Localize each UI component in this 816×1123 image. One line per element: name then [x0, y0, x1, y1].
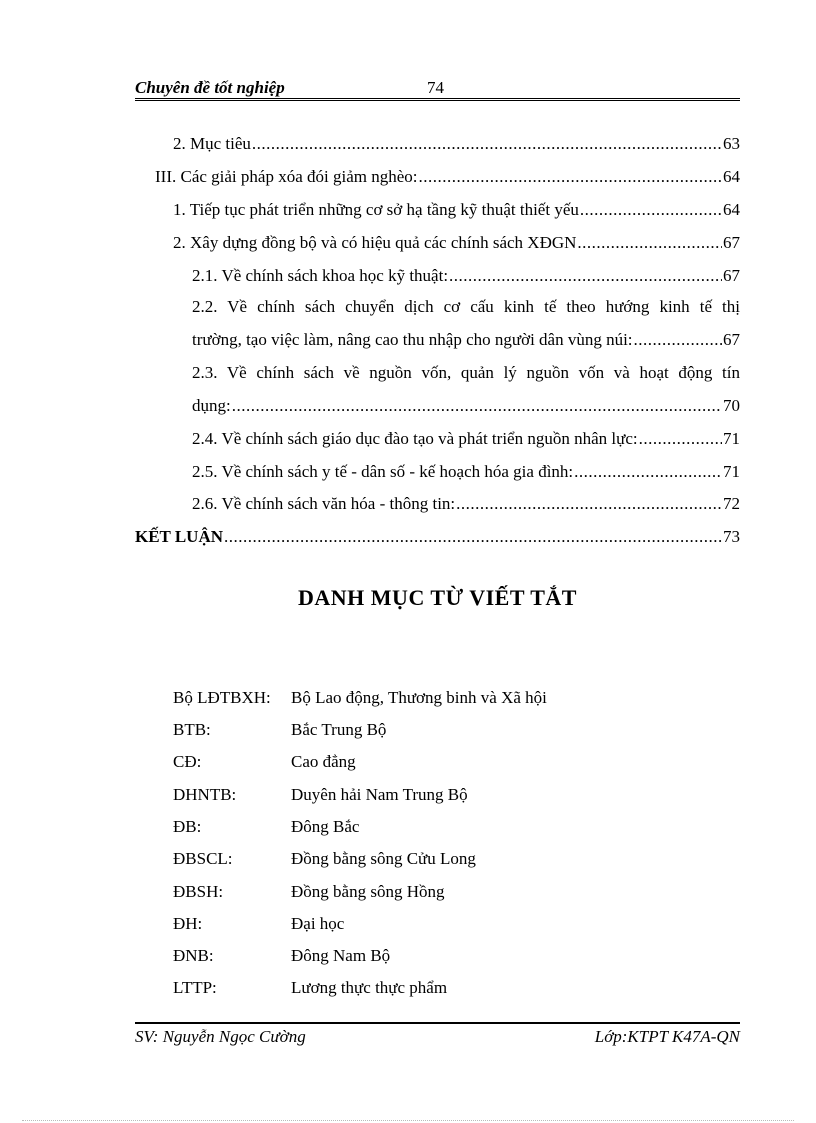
abbreviation-meaning: Đại học [291, 914, 345, 933]
class-name: Lớp:KTPT K47A-QN [594, 1027, 740, 1046]
abbreviation-meaning: Bộ Lao động, Thương binh và Xã hội [291, 688, 547, 707]
abbreviation-meaning: Đồng bằng sông Hồng [291, 882, 445, 901]
toc-entry [135, 396, 740, 420]
toc-page: 67 [723, 330, 740, 349]
toc-label: 2. Xây dựng đồng bộ và có hiệu quả các chính sách XĐGN [173, 233, 577, 252]
list-item [173, 785, 740, 809]
page-edge [22, 1120, 794, 1121]
student-name: SV: Nguyễn Ngọc Cường [135, 1027, 306, 1046]
toc-label: dụng: [192, 396, 231, 415]
toc-entry [135, 167, 740, 191]
header-rule [135, 98, 740, 101]
list-item [173, 882, 740, 906]
abbreviation-meaning: Bắc Trung Bộ [291, 720, 387, 739]
abbreviation: BTB: [173, 720, 211, 739]
toc-label: III. Các giải pháp xóa đói giảm nghèo: [155, 167, 418, 186]
toc-label: 2. Mục tiêu [173, 134, 251, 153]
abbreviation: Bộ LĐTBXH: [173, 688, 271, 707]
footer-rule [135, 1022, 740, 1024]
toc-page: 71 [723, 429, 740, 448]
toc-page: 73 [723, 527, 740, 546]
toc-entry [135, 297, 740, 321]
toc-page: 64 [723, 200, 740, 219]
abbreviation: DHNTB: [173, 785, 237, 804]
toc-label: 2.2. Về chính sách chuyển dịch cơ cấu kinh tế theo hướng kinh tế thị [192, 297, 740, 316]
toc-label: 1. Tiếp tục phát triển những cơ sở hạ tầng kỹ thuật thiết yếu [173, 200, 579, 219]
toc-entry [135, 429, 740, 453]
abbreviation: ĐB: [173, 817, 202, 836]
abbreviations-title: DANH MỤC TỪ VIẾT TẮT [298, 585, 577, 610]
toc-label: 2.5. Về chính sách y tế - dân số - kế hoạch hóa gia đình: [192, 462, 574, 481]
page-header [135, 76, 740, 98]
list-item [173, 752, 740, 776]
toc-entry [135, 233, 740, 257]
page-number: 74 [427, 78, 444, 97]
toc-label: 2.1. Về chính sách khoa học kỹ thuật: [192, 266, 449, 285]
abbreviation-meaning: Đông Nam Bộ [291, 946, 391, 965]
toc-entry [135, 527, 740, 551]
abbreviation-meaning: Lương thực thực phẩm [291, 978, 448, 997]
list-item [173, 688, 740, 712]
list-item [173, 978, 740, 1002]
toc-entry [135, 266, 740, 290]
toc-entry [135, 200, 740, 224]
toc-page: 67 [723, 266, 740, 285]
document-title: Chuyên đề tốt nghiệp [135, 78, 285, 97]
toc-label: trường, tạo việc làm, nâng cao thu nhập cho người dân vùng núi: [192, 330, 633, 349]
toc-page: 71 [723, 462, 740, 481]
toc-entry [135, 462, 740, 486]
abbreviation: ĐBSCL: [173, 849, 233, 868]
toc-label: 2.3. Về chính sách về nguồn vốn, quản lý nguồn vốn và hoạt động tín [192, 363, 740, 382]
toc-entry [135, 330, 740, 354]
toc-entry [135, 134, 740, 158]
abbreviation-meaning: Duyên hải Nam Trung Bộ [291, 785, 468, 804]
toc-label: 2.6. Về chính sách văn hóa - thông tin: [192, 494, 456, 513]
list-item [173, 946, 740, 970]
abbreviation: CĐ: [173, 752, 202, 771]
toc-label: 2.4. Về chính sách giáo dục đào tạo và phát triển nguồn nhân lực: [192, 429, 638, 448]
abbreviation: LTTP: [173, 978, 217, 997]
list-item [173, 817, 740, 841]
toc-page: 70 [723, 396, 740, 415]
toc-label: KẾT LUẬN [135, 527, 224, 546]
list-item [173, 720, 740, 744]
abbreviation-meaning: Đồng bằng sông Cửu Long [291, 849, 476, 868]
toc-page: 63 [723, 134, 740, 153]
toc-page: 72 [723, 494, 740, 513]
list-item [173, 914, 740, 938]
toc-page: 64 [723, 167, 740, 186]
abbreviation-meaning: Đông Bắc [291, 817, 360, 836]
abbreviation: ĐNB: [173, 946, 214, 965]
toc-entry [135, 363, 740, 387]
toc-page: 67 [723, 233, 740, 252]
toc-entry [135, 494, 740, 518]
list-item [173, 849, 740, 873]
abbreviation: ĐBSH: [173, 882, 224, 901]
abbreviation-meaning: Cao đẳng [291, 752, 356, 771]
abbreviation: ĐH: [173, 914, 203, 933]
